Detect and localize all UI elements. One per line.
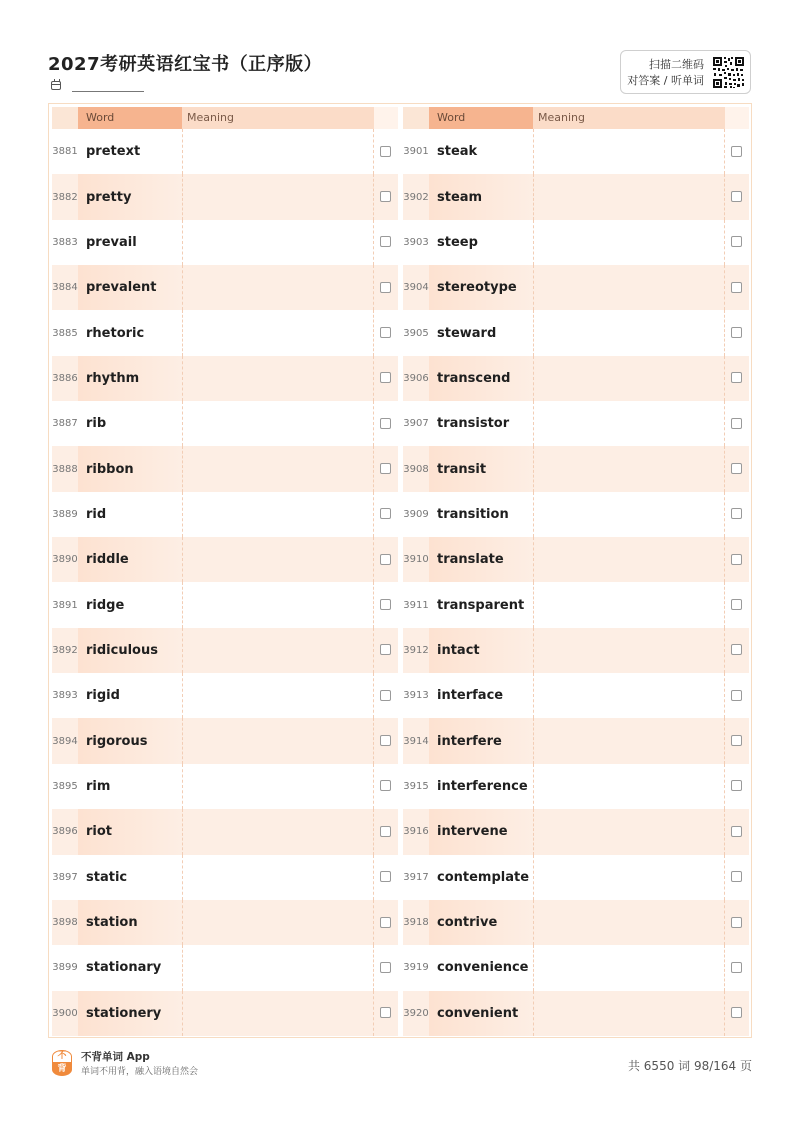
meaning-cell[interactable]: [533, 401, 725, 446]
meaning-cell[interactable]: [182, 991, 374, 1036]
table-row: [52, 174, 398, 219]
app-slogan: 单词不用背，融入语境自然会: [81, 1067, 199, 1077]
word-text: prevalent: [78, 265, 182, 310]
meaning-cell[interactable]: [182, 310, 374, 355]
meaning-header: Meaning: [533, 107, 725, 129]
word-number: 3917: [403, 871, 429, 883]
meaning-cell[interactable]: [533, 356, 725, 401]
word-number: 3892: [52, 644, 78, 656]
table-row: [52, 855, 398, 900]
calendar-icon: [51, 81, 61, 90]
checkbox[interactable]: [380, 282, 391, 293]
checkbox[interactable]: [380, 1007, 391, 1018]
table-row: [403, 220, 749, 265]
checkbox[interactable]: [731, 236, 742, 247]
word-text: rhythm: [78, 356, 182, 401]
word-text: pretext: [86, 144, 141, 160]
meaning-cell[interactable]: [533, 582, 725, 627]
meaning-header: Meaning: [182, 107, 374, 129]
checkbox[interactable]: [731, 282, 742, 293]
word-number: 3883: [52, 236, 78, 248]
table-row: [403, 174, 749, 219]
meaning-cell[interactable]: [182, 809, 374, 854]
checkbox[interactable]: [731, 372, 742, 383]
word-number: 3900: [52, 1007, 78, 1019]
table-row: [52, 718, 398, 763]
word-text: translate: [429, 537, 533, 582]
meaning-cell[interactable]: [182, 537, 374, 582]
meaning-cell[interactable]: [182, 446, 374, 491]
logo-top-glyph: 不: [52, 1050, 72, 1063]
checkbox[interactable]: [731, 508, 742, 519]
meaning-cell[interactable]: [182, 764, 374, 809]
meaning-cell[interactable]: [182, 945, 374, 990]
checkbox[interactable]: [380, 917, 391, 928]
checkbox[interactable]: [731, 146, 742, 157]
table-row: [403, 265, 749, 310]
table-row: [52, 537, 398, 582]
word-number: 3910: [403, 554, 429, 566]
meaning-cell[interactable]: [533, 991, 725, 1036]
table-row: [52, 991, 398, 1036]
table-row: [403, 900, 749, 945]
word-text: convenient: [429, 991, 533, 1036]
left-column: [52, 104, 398, 1037]
word-text: prevail: [86, 234, 137, 250]
word-header: Word: [78, 107, 182, 129]
word-number: 3904: [403, 282, 429, 294]
checkbox[interactable]: [731, 690, 742, 701]
word-text: steam: [429, 174, 533, 219]
word-text: static: [86, 869, 128, 885]
word-number: 3881: [52, 146, 78, 158]
word-text: convenience: [437, 960, 529, 976]
word-number: 3887: [52, 418, 78, 430]
page-title: 2027考研英语红宝书（正序版）: [48, 54, 323, 75]
word-text: riot: [78, 809, 182, 854]
word-text: ribbon: [78, 446, 182, 491]
checkbox[interactable]: [731, 735, 742, 746]
word-number: 3897: [52, 871, 78, 883]
word-rows-left: [52, 129, 398, 1036]
word-number: 3902: [403, 191, 429, 203]
meaning-cell[interactable]: [533, 900, 725, 945]
table-row: [403, 446, 749, 491]
table-row: [52, 628, 398, 673]
word-number: 3884: [52, 282, 78, 294]
word-text: steward: [437, 325, 497, 341]
checkbox[interactable]: [380, 508, 391, 519]
table-row: [52, 129, 398, 174]
word-number: 3891: [52, 599, 78, 611]
word-number: 3886: [52, 372, 78, 384]
meaning-cell[interactable]: [533, 174, 725, 219]
word-text: interface: [437, 688, 504, 704]
checkbox[interactable]: [731, 917, 742, 928]
word-number: 3911: [403, 599, 429, 611]
meaning-cell[interactable]: [182, 492, 374, 537]
checkbox[interactable]: [380, 372, 391, 383]
checkbox[interactable]: [731, 463, 742, 474]
word-number: 3908: [403, 463, 429, 475]
word-number: 3893: [52, 690, 78, 702]
meaning-cell[interactable]: [182, 129, 374, 174]
meaning-cell[interactable]: [533, 718, 725, 763]
word-text: rigid: [86, 688, 120, 704]
word-number: 3899: [52, 962, 78, 974]
meaning-cell[interactable]: [533, 265, 725, 310]
word-number: 3905: [403, 327, 429, 339]
word-number: 3882: [52, 191, 78, 203]
table-row: [403, 945, 749, 990]
word-text: contrive: [429, 900, 533, 945]
table-row: [403, 991, 749, 1036]
check-header: [725, 107, 749, 129]
table-row: [52, 356, 398, 401]
checkbox[interactable]: [380, 962, 391, 973]
meaning-cell[interactable]: [182, 265, 374, 310]
meaning-cell[interactable]: [182, 220, 374, 265]
table-row: [403, 310, 749, 355]
meaning-cell[interactable]: [182, 718, 374, 763]
word-number: 3898: [52, 917, 78, 929]
word-text: rigorous: [78, 718, 182, 763]
checkbox[interactable]: [380, 826, 391, 837]
table-row: [52, 492, 398, 537]
table-row: [403, 855, 749, 900]
word-sheet: [48, 103, 752, 1038]
meaning-cell[interactable]: [533, 310, 725, 355]
qr-line-1: 扫描二维码: [649, 58, 704, 71]
table-row: [52, 673, 398, 718]
word-number: 3894: [52, 735, 78, 747]
table-row: [52, 265, 398, 310]
checkbox[interactable]: [380, 644, 391, 655]
table-row: [403, 492, 749, 537]
word-number: 3918: [403, 917, 429, 929]
word-text: ridiculous: [78, 628, 182, 673]
word-number: 3896: [52, 826, 78, 838]
table-row: [403, 718, 749, 763]
word-number: 3916: [403, 826, 429, 838]
word-text: rid: [86, 506, 107, 522]
table-row: [52, 764, 398, 809]
checkbox[interactable]: [380, 690, 391, 701]
number-header: [52, 107, 78, 129]
word-text: stationery: [78, 991, 182, 1036]
word-rows-right: [403, 129, 749, 1036]
word-text: rhetoric: [86, 325, 145, 341]
checkbox[interactable]: [731, 327, 742, 338]
word-text: transistor: [437, 416, 510, 432]
qr-text: [627, 57, 704, 89]
meaning-cell[interactable]: [533, 537, 725, 582]
checkbox[interactable]: [380, 463, 391, 474]
word-text: transcend: [429, 356, 533, 401]
table-row: [52, 900, 398, 945]
table-header: [403, 107, 749, 129]
qr-code-icon[interactable]: [712, 56, 745, 89]
qr-line-2: 对答案 / 听单词: [627, 74, 704, 87]
word-text: rib: [86, 416, 107, 432]
word-text: transit: [429, 446, 533, 491]
checkbox[interactable]: [731, 644, 742, 655]
word-text: transition: [437, 506, 509, 522]
table-row: [403, 582, 749, 627]
word-text: transparent: [437, 597, 525, 613]
checkbox[interactable]: [731, 871, 742, 882]
word-text: rim: [86, 778, 111, 794]
word-text: station: [78, 900, 182, 945]
checkbox[interactable]: [731, 554, 742, 565]
table-row: [403, 628, 749, 673]
qr-box[interactable]: [620, 50, 751, 94]
checkbox[interactable]: [380, 236, 391, 247]
word-header: Word: [429, 107, 533, 129]
word-number: 3912: [403, 644, 429, 656]
checkbox[interactable]: [731, 1007, 742, 1018]
checkbox[interactable]: [380, 146, 391, 157]
table-row: [52, 582, 398, 627]
table-row: [403, 809, 749, 854]
table-row: [52, 401, 398, 446]
page-info: 共 6550 词 98/164 页: [627, 1059, 752, 1073]
table-row: [403, 129, 749, 174]
word-text: interference: [437, 778, 528, 794]
table-row: [52, 809, 398, 854]
checkbox[interactable]: [731, 191, 742, 202]
checkbox[interactable]: [380, 871, 391, 882]
word-number: 3890: [52, 554, 78, 566]
table-row: [403, 764, 749, 809]
word-text: contemplate: [437, 869, 530, 885]
meaning-cell[interactable]: [533, 492, 725, 537]
word-text: ridge: [86, 597, 125, 613]
checkbox[interactable]: [380, 191, 391, 202]
meaning-cell[interactable]: [533, 220, 725, 265]
checkbox[interactable]: [380, 327, 391, 338]
meaning-cell[interactable]: [533, 446, 725, 491]
checkbox[interactable]: [731, 962, 742, 973]
meaning-cell[interactable]: [182, 673, 374, 718]
checkbox[interactable]: [380, 780, 391, 791]
meaning-cell[interactable]: [533, 809, 725, 854]
logo-bottom-glyph: 背: [52, 1063, 72, 1076]
meaning-cell[interactable]: [533, 129, 725, 174]
table-row: [403, 673, 749, 718]
word-text: steak: [437, 144, 478, 160]
table-row: [403, 356, 749, 401]
checkbox[interactable]: [731, 418, 742, 429]
table-row: [52, 446, 398, 491]
meaning-cell[interactable]: [533, 855, 725, 900]
checkbox[interactable]: [380, 735, 391, 746]
word-number: 3914: [403, 735, 429, 747]
word-number: 3888: [52, 463, 78, 475]
table-row: [52, 220, 398, 265]
word-number: 3907: [403, 418, 429, 430]
check-header: [374, 107, 398, 129]
checkbox[interactable]: [380, 599, 391, 610]
table-row: [52, 310, 398, 355]
table-row: [403, 401, 749, 446]
checkbox[interactable]: [731, 826, 742, 837]
table-row: [403, 537, 749, 582]
table-row: [52, 945, 398, 990]
word-number: 3913: [403, 690, 429, 702]
word-number: 3915: [403, 780, 429, 792]
right-column: [403, 104, 749, 1037]
number-header: [403, 107, 429, 129]
word-text: interfere: [429, 718, 533, 763]
meaning-cell[interactable]: [182, 628, 374, 673]
meaning-cell[interactable]: [182, 855, 374, 900]
meaning-cell[interactable]: [533, 673, 725, 718]
word-number: 3919: [403, 962, 429, 974]
word-number: 3906: [403, 372, 429, 384]
table-header: [52, 107, 398, 129]
checkbox[interactable]: [731, 780, 742, 791]
word-number: 3901: [403, 146, 429, 158]
app-logo: [52, 1050, 72, 1076]
checkbox[interactable]: [380, 554, 391, 565]
word-number: 3903: [403, 236, 429, 248]
meaning-cell[interactable]: [182, 356, 374, 401]
meaning-cell[interactable]: [533, 628, 725, 673]
checkbox[interactable]: [731, 599, 742, 610]
word-text: stationary: [86, 960, 162, 976]
word-text: intervene: [429, 809, 533, 854]
word-text: riddle: [78, 537, 182, 582]
date-line: [72, 91, 144, 92]
word-text: intact: [429, 628, 533, 673]
word-text: pretty: [78, 174, 182, 219]
checkbox[interactable]: [380, 418, 391, 429]
word-number: 3885: [52, 327, 78, 339]
app-name: 不背单词 App: [81, 1051, 150, 1063]
word-text: stereotype: [429, 265, 533, 310]
meaning-cell[interactable]: [182, 174, 374, 219]
meaning-cell[interactable]: [182, 401, 374, 446]
meaning-cell[interactable]: [533, 764, 725, 809]
word-number: 3895: [52, 780, 78, 792]
meaning-cell[interactable]: [182, 900, 374, 945]
word-number: 3909: [403, 508, 429, 520]
meaning-cell[interactable]: [533, 945, 725, 990]
meaning-cell[interactable]: [182, 582, 374, 627]
word-number: 3920: [403, 1007, 429, 1019]
word-text: steep: [437, 234, 478, 250]
word-number: 3889: [52, 508, 78, 520]
